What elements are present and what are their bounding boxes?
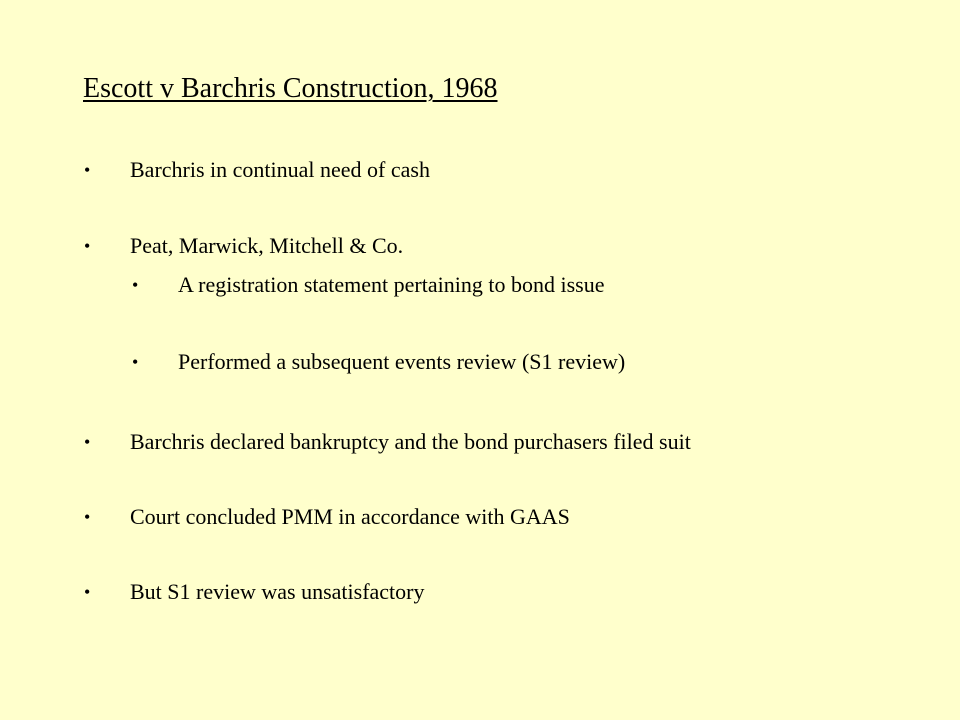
bullet-dot-icon: • [84, 236, 91, 256]
bullet-text: Performed a subsequent events review (S1 review) [178, 349, 626, 374]
bullet-dot-icon: • [84, 160, 91, 180]
bullet-dot-icon: • [132, 275, 139, 295]
bullet-dot-icon: • [84, 432, 91, 452]
bullet-text: But S1 review was unsatisfactory [130, 579, 425, 604]
bullet-text: Peat, Marwick, Mitchell & Co. [130, 233, 404, 258]
bullet-text: Court concluded PMM in accordance with GAAS [130, 504, 570, 529]
bullet-text: A registration statement pertaining to bond issue [178, 272, 605, 297]
bullet-text: Barchris declared bankruptcy and the bond purchasers filed suit [130, 429, 691, 454]
slide-title: Escott v Barchris Construction, 1968 [83, 73, 498, 104]
bullet-dot-icon: • [84, 507, 91, 527]
bullet-dot-icon: • [84, 582, 91, 602]
bullet-dot-icon: • [132, 352, 139, 372]
bullet-text: Barchris in continual need of cash [130, 157, 430, 182]
